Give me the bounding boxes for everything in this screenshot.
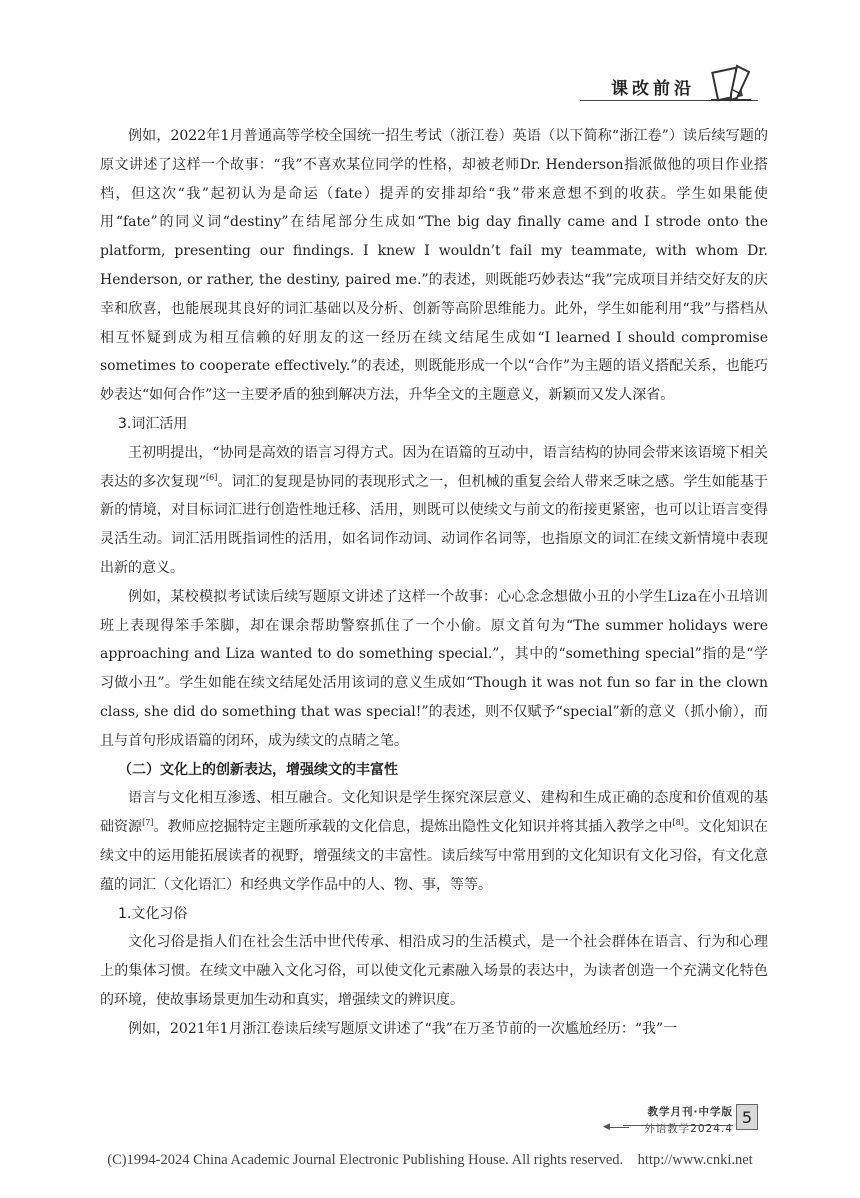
arrow-left-icon: ◀ bbox=[603, 1122, 610, 1132]
journal-issue: 外语教学2024.4 bbox=[644, 1123, 733, 1135]
subsection-heading: 1.文化习俗 bbox=[118, 905, 188, 922]
section-title: 课改前沿 bbox=[611, 79, 695, 99]
paragraph-text: 王初明提出，“协同是高效的语言习得方式。因为在语篇的互动中，语言结构的协同会带来该语境下相关表达的多次复现” bbox=[100, 444, 768, 490]
subsection-heading: 3.词汇活用 bbox=[118, 415, 188, 432]
citation-ref: [7] bbox=[142, 818, 154, 828]
paragraph-text: 。教师应挖掘特定主题所承载的文化信息，提炼出隐性文化知识并将其插入教学之中 bbox=[153, 819, 673, 836]
citation-ref: [8] bbox=[672, 818, 684, 828]
section-heading: （二）文化上的创新表达，增强续文的丰富性 bbox=[118, 761, 398, 778]
paragraph-text: 。文化知识在续文中的运用能拓展读者的视野，增强续文的丰富性。读后续写中常用到的文化知识有文化习俗，有文化意蕴的词汇（文化语汇）和经典文学作品中的人、物、事，等等。 bbox=[100, 819, 769, 893]
paragraph: 例如，某校模拟考试读后续写题原文讲述了这样一个故事：心心念念想做小丑的小学生Liza在小丑培训班上表现得笨手笨脚，却在课余帮助警察抓住了一个小偷。原文首句为“The summer holidays were approaching and Liza wanted to do something special.”，其中的“something special”指的是“学习做小丑”。学生如能在续文结尾处活用该词的意义生成如“Though it was not fun so far in the clown class, she did do something that was special!”的表述，则不仅赋予“special”新的意义（抓小偷），而且与首句形成语篇的闭环，成为续文的点睛之笔。 bbox=[100, 588, 768, 749]
footer-rule bbox=[623, 1125, 733, 1126]
paragraph: 例如，2021年1月浙江卷读后续写题原文讲述了“我”在万圣节前的一次尴尬经历：“我”一 bbox=[128, 1020, 678, 1037]
paragraph bbox=[100, 439, 768, 583]
copyright-notice: (C)1994-2024 China Academic Journal Electronic Publishing House. All rights reserved. http://www.cnki.net bbox=[107, 1152, 753, 1168]
pencil-notebook-icon bbox=[707, 60, 755, 104]
page-number: 5 bbox=[736, 1104, 758, 1130]
paragraph: 例如，2022年1月普通高等学校全国统一招生考试（浙江卷）英语（以下简称“浙江卷”）读后续写题的原文讲述了这样一个故事：“我”不喜欢某位同学的性格，却被老师Dr. Henderson指派做他的项目作业搭档，但这次“我”起初认为是命运（fate）提弄的安排却给“我”带来意想不到的收获。学生如果能使用“fate”的同义词“destiny”在结尾部分生成如“The big day finally came and I strode onto the platform, presenting our findings. I knew I wouldn’t fail my teammate, with whom Dr. Henderson, or rather, the destiny, paired me.”的表述，则既能巧妙表达“我”完成项目并结交好友的庆幸和欣喜，也能展现其良好的词汇基础以及分析、创新等高阶思维能力。此外，学生如能利用“我”与搭档从相互怀疑到成为相互信赖的好朋友的这一经历在续文结尾生成如“I learned I should compromise sometimes to cooperate effectively.”的表述，则既能形成一个以“合作”为主题的语义搭配关系，也能巧妙表达“如何合作”这一主要矛盾的独到解决方法，升华全文的主题意义，新颖而又发人深省。 bbox=[100, 128, 768, 404]
paragraph bbox=[100, 784, 768, 899]
journal-name: 教学月刊·中学版 bbox=[647, 1106, 733, 1118]
paragraph-text: 语言与文化相互渗透、相互融合。文化知识是学生探究深层意义、建构和生成正确的态度和价值观的基础资源 bbox=[100, 790, 768, 836]
paragraph: 文化习俗是指人们在社会生活中世代传承、相沿成习的生活模式，是一个社会群体在语言、行为和心理上的集体习惯。在续文中融入文化习俗，可以使文化元素融入场景的表达中，为读者创造一个充满文化特色的环境，使故事场景更加生动和真实，增强续文的辨识度。 bbox=[100, 934, 768, 1008]
article-body bbox=[100, 122, 768, 1044]
journal-info bbox=[635, 1104, 733, 1138]
citation-ref: [6] bbox=[206, 472, 218, 482]
paragraph-text: 。词汇的复现是协同的表现形式之一，但机械的重复会给人带来乏味之感。学生如能基于新的情境，对目标词汇进行创造性地迁移、活用，则既可以使续文与前文的衔接更紧密，也可以让语言变得灵活生动。词汇活用既指词性的活用，如名词作动词、动词作名词等，也指原文的词汇在续文新情境中表现出新的意义。 bbox=[100, 473, 768, 576]
